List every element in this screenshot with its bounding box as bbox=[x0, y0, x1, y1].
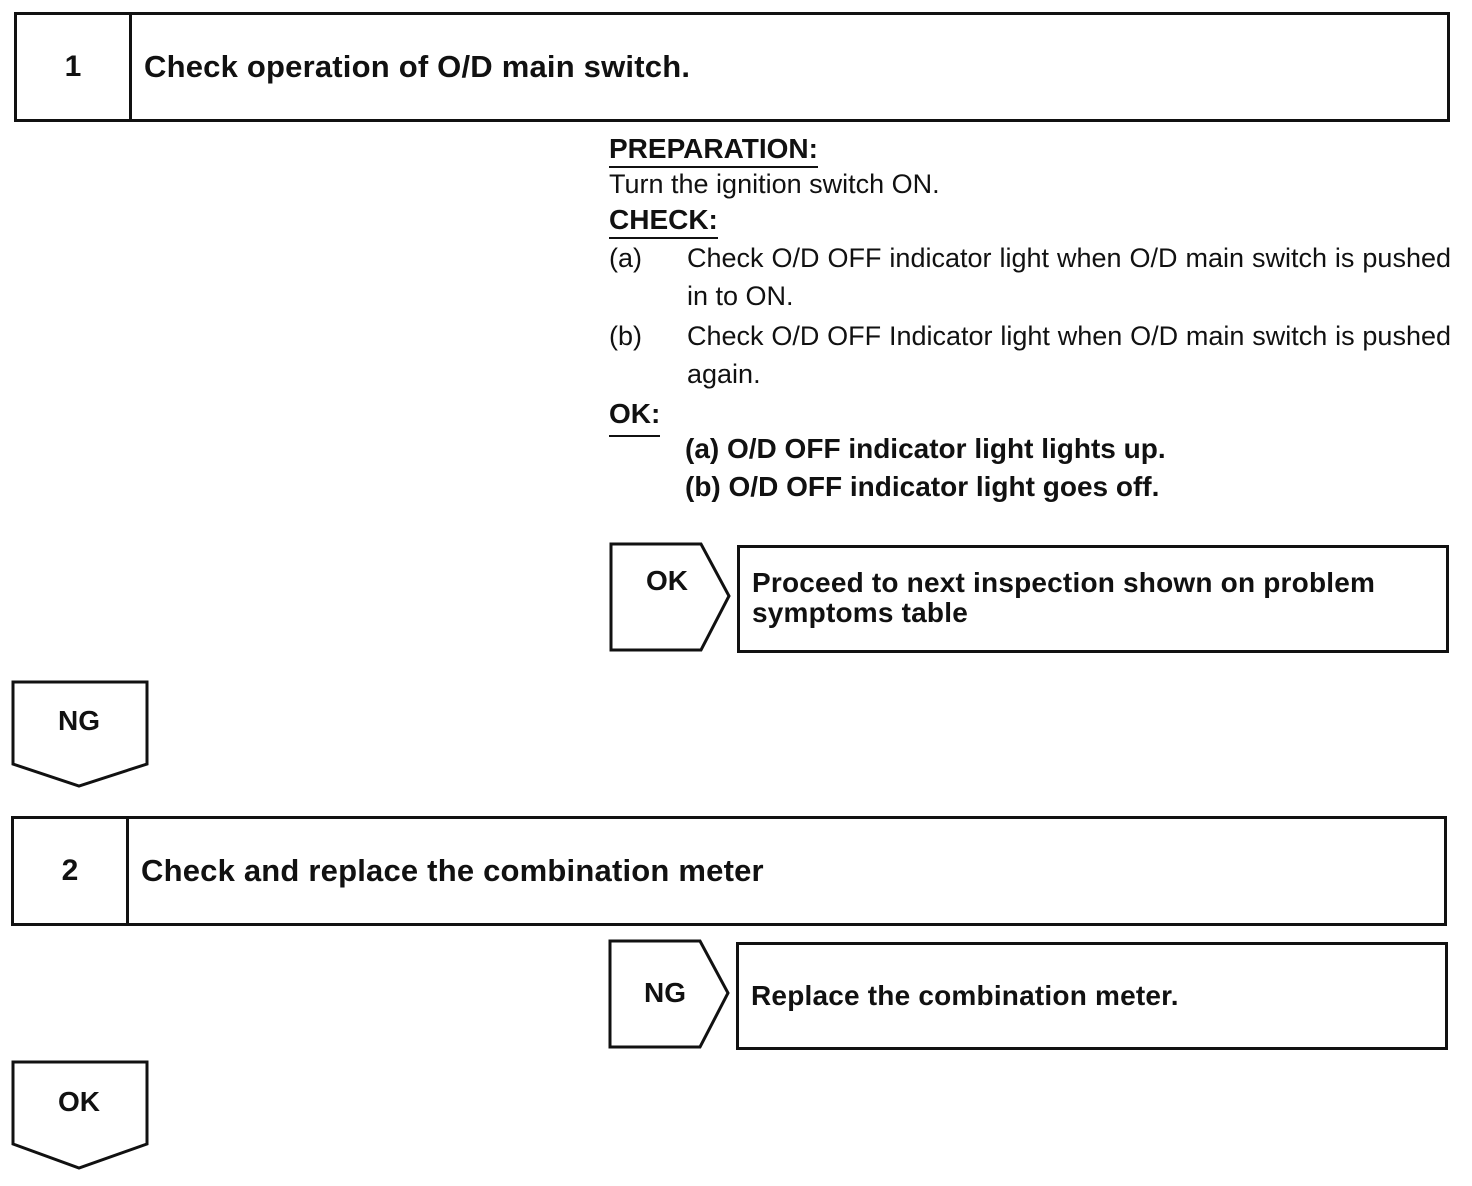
preparation-text: Turn the ignition switch ON. bbox=[609, 169, 940, 200]
check-item-text: Check O/D OFF indicator light when O/D main switch is pushed in to ON. bbox=[687, 242, 1451, 311]
ok-heading: OK: bbox=[609, 398, 660, 437]
check-item-a bbox=[609, 239, 1451, 315]
ok-branch-label: OK bbox=[646, 565, 688, 596]
step-1-box bbox=[14, 12, 1450, 122]
step-1-title: Check operation of O/D main switch. bbox=[144, 49, 691, 84]
check-item-marker: (a) bbox=[609, 242, 642, 273]
ok-branch-arrow bbox=[609, 542, 733, 652]
ng-branch-label: NG bbox=[644, 977, 686, 1008]
check-heading: CHECK: bbox=[609, 204, 718, 239]
preparation-heading: PREPARATION: bbox=[609, 133, 818, 168]
ok-flow-label: OK bbox=[58, 1086, 100, 1117]
check-item-b bbox=[609, 317, 1451, 393]
check-list bbox=[609, 239, 1451, 393]
ok-criteria-item: (b) O/D OFF indicator light goes off. bbox=[685, 471, 1160, 503]
ok-criteria-item: (a) O/D OFF indicator light lights up. bbox=[685, 433, 1166, 465]
step-2-number: 2 bbox=[14, 819, 129, 923]
check-item-text: Check O/D OFF Indicator light when O/D main switch is pushed again. bbox=[687, 320, 1451, 389]
ng-branch-result: Replace the combination meter. bbox=[736, 942, 1448, 1050]
step-2-title: Check and replace the combination meter bbox=[141, 853, 764, 888]
ng-flow-label: NG bbox=[58, 705, 100, 736]
check-item-marker: (b) bbox=[609, 320, 642, 351]
step-2-box bbox=[11, 816, 1447, 926]
step-1-number: 1 bbox=[17, 15, 132, 119]
ok-criteria-list bbox=[685, 430, 1451, 506]
instructions-block bbox=[609, 134, 1451, 506]
ok-branch-result: Proceed to next inspection shown on problem symptoms table bbox=[737, 545, 1449, 653]
